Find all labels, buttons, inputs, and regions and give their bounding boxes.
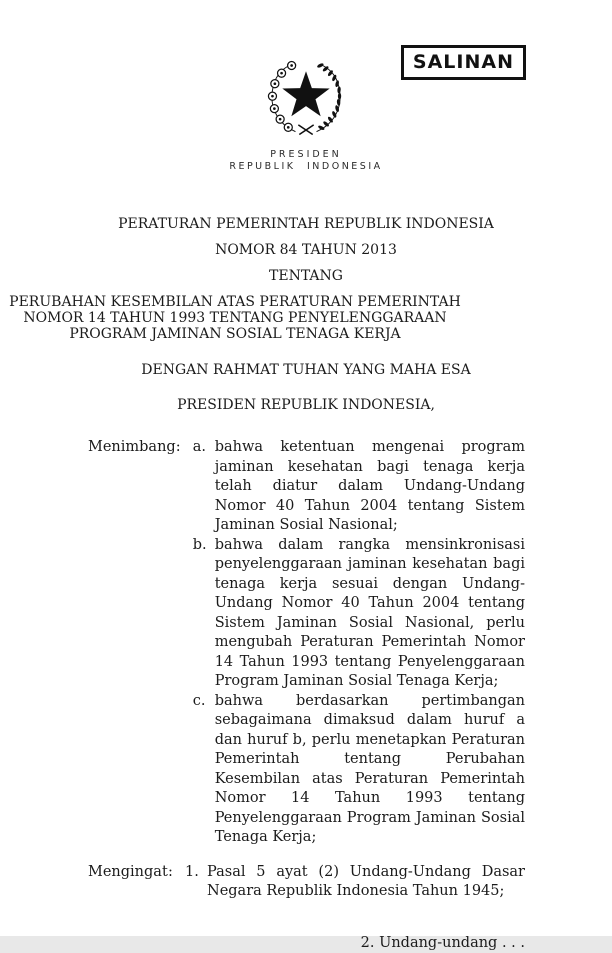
item-marker: a.	[192, 439, 206, 455]
considering-item-c	[193, 692, 525, 848]
regulation-subject: PERUBAHAN KESEMBILAN ATAS PERATURAN PEMERINTAH NOMOR 14 TAHUN 1993 TENTANG PENYELENGGARAAN PROGRAM JAMINAN SOSIAL TENAGA KERJA	[9, 294, 461, 342]
recalling-clause	[0, 863, 612, 902]
menimbang-label: Menimbang	[88, 439, 176, 455]
considering-item-b	[193, 536, 525, 692]
item-marker: c.	[192, 692, 206, 709]
item-text: bahwa ketentuan mengenai program jaminan kesehatan bagi tenaga kerja telah diatur dalam Undang-Undang Nomor 40 Tahun 2004 tentang Sistem Jaminan Sosial Nasional;	[214, 439, 525, 533]
considering-item-a	[193, 438, 525, 536]
title-block	[0, 216, 612, 342]
page-catchword: 2. Undang-undang . . .	[360, 934, 525, 951]
mengingat-label: Mengingat	[88, 863, 168, 880]
tentang-label: TENTANG	[269, 268, 343, 284]
recalling-items	[185, 863, 525, 902]
salinan-stamp: SALINAN	[401, 45, 526, 80]
item-marker: 1.	[185, 863, 199, 880]
regulation-number: NOMOR 84 TAHUN 2013	[215, 242, 397, 258]
presidential-seal-icon	[258, 54, 354, 146]
letterhead-presiden: PRESIDEN	[270, 149, 342, 160]
letterhead-republik-indonesia: REPUBLIK INDONESIA	[229, 161, 383, 172]
mengingat-colon: :	[168, 863, 173, 880]
item-text: Pasal 5 ayat (2) Undang-Undang Dasar Negara Republik Indonesia Tahun 1945;	[207, 863, 525, 899]
considering-items	[193, 438, 525, 848]
recalling-item-1	[185, 863, 525, 902]
regulation-title: PERATURAN PEMERINTAH REPUBLIK INDONESIA	[118, 216, 494, 232]
authority-line: PRESIDEN REPUBLIK INDONESIA,	[177, 397, 435, 413]
item-marker: b.	[192, 536, 207, 553]
item-text: bahwa berdasarkan pertimbangan sebagaimana dimaksud dalam huruf a dan huruf b, perlu menetapkan Peraturan Pemerintah tentang Perubahan Kesembilan atas Peraturan Pemerintah Nomor 14 Tahun 1993 tentang Penyelenggaraan Program Jaminan Sosial Tenaga Kerja;	[214, 692, 525, 845]
menimbang-colon: :	[175, 439, 181, 455]
invocation-line: DENGAN RAHMAT TUHAN YANG MAHA ESA	[141, 362, 471, 378]
letterhead	[0, 0, 612, 172]
considering-clause	[0, 438, 612, 848]
item-text: bahwa dalam rangka mensinkronisasi penyelenggaraan jaminan kesehatan bagi tenaga kerja sesuai dengan Undang-Undang Nomor 40 Tahun 2004 tentang Sistem Jaminan Sosial Nasional, perlu mengubah Peraturan Pemerintah Nomor 14 Tahun 1993 tentang Penyelenggaraan Program Jaminan Sosial Tenaga Kerja;	[214, 536, 525, 689]
